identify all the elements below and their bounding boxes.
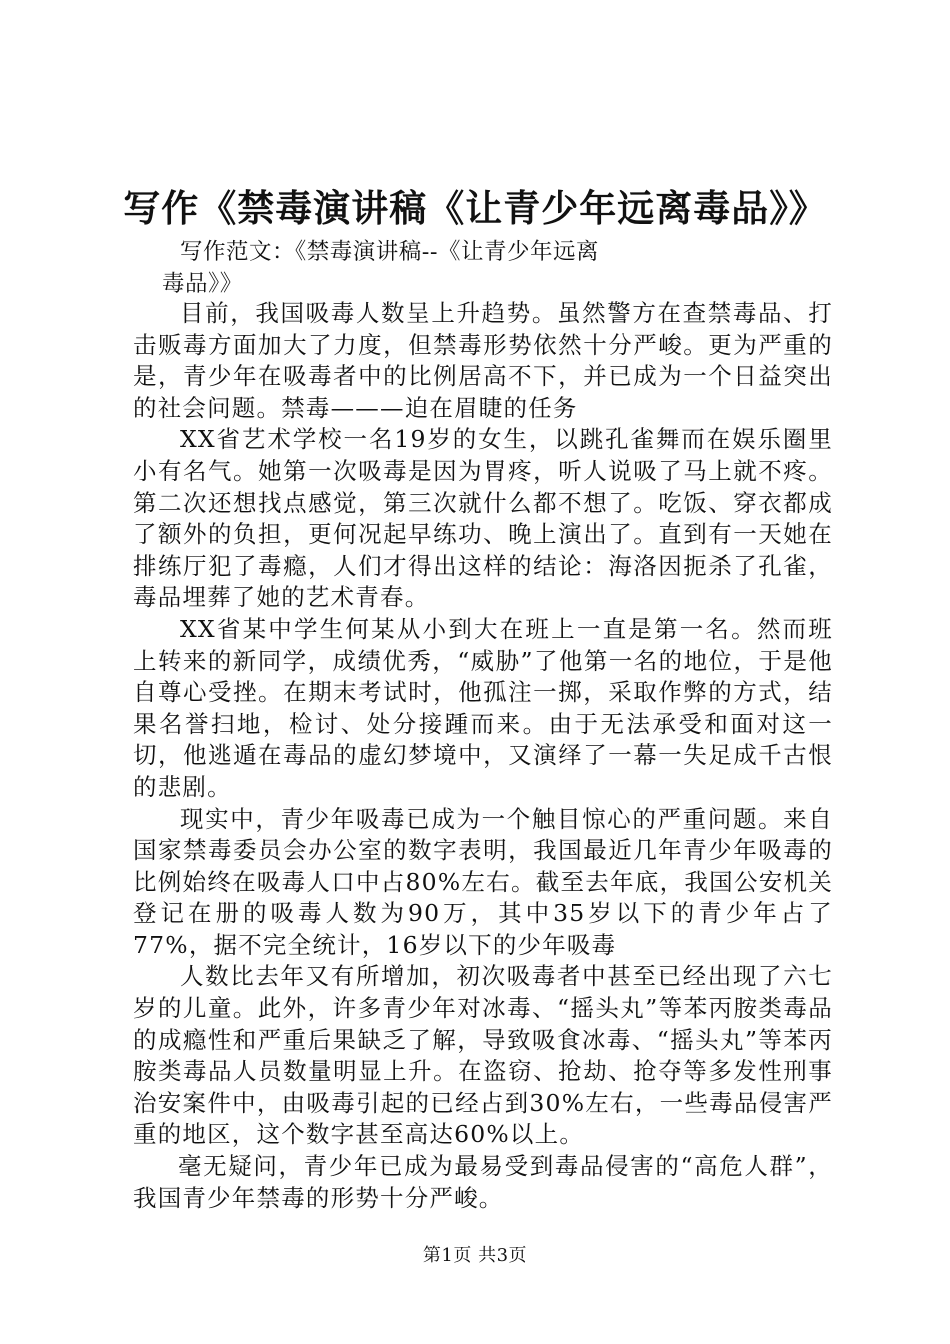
paragraph: 毫无疑问，青少年已成为最易受到毒品侵害的“高危人群”，我国青少年禁毒的形势十分严峻。	[133, 1152, 833, 1212]
document-body	[133, 298, 833, 1214]
paragraph: XX省某中学生何某从小到大在班上一直是第一名。然而班上转来的新同学，成绩优秀，“威胁”了他第一名的地位，于是他自尊心受挫。在期末考试时，他孤注一掷，采取作弊的方式，结果名誉扫地，检讨、处分接踵而来。由于无法承受和面对这一切，他逃遁在毒品的虚幻梦境中，又演绎了一幕一失足成千古恨的悲剧。	[133, 614, 833, 801]
subtitle-line-2: 毒品》》	[162, 271, 243, 297]
page-indicator: 第1页 共3页	[422, 1245, 528, 1266]
paragraph: 目前，我国吸毒人数呈上升趋势。虽然警方在查禁毒品、打击贩毒方面加大了力度，但禁毒形势依然十分严峻。更为严重的是，青少年在吸毒者中的比例居高不下，并已成为一个日益突出的社会问题。禁毒———迫在眉睫的任务	[133, 299, 833, 422]
subtitle-line-1: 写作范文：《禁毒演讲稿--《让青少年远离	[180, 239, 599, 265]
paragraph: 现实中，青少年吸毒已成为一个触目惊心的严重问题。来自国家禁毒委员会办公室的数字表明，我国最近几年青少年吸毒的比例始终在吸毒人口中占80%左右。截至去年底，我国公安机关登记在册的吸毒人数为90万，其中35岁以下的青少年占了77%，据不完全统计，16岁以下的少年吸毒	[133, 804, 833, 959]
paragraph: 人数比去年又有所增加，初次吸毒者中甚至已经出现了六七岁的儿童。此外，许多青少年对冰毒、“摇头丸”等苯丙胺类毒品的成瘾性和严重后果缺乏了解，导致吸食冰毒、“摇头丸”等苯丙胺类毒品人员数量明显上升。在盗窃、抢劫、抢夺等多发性刑事治安案件中，由吸毒引起的已经占到30%左右，一些毒品侵害严重的地区，这个数字甚至高达60%以上。	[133, 962, 833, 1149]
document-title: 写作《禁毒演讲稿《让青少年远离毒品》》	[123, 186, 827, 230]
document-subtitle	[162, 236, 700, 300]
paragraph: XX省艺术学校一名19岁的女生，以跳孔雀舞而在娱乐圈里小有名气。她第一次吸毒是因为胃疼，听人说吸了马上就不疼。第二次还想找点感觉，第三次就什么都不想了。吃饭、穿衣都成了额外的负担，更何况起早练功、晚上演出了。直到有一天她在排练厅犯了毒瘾，人们才得出这样的结论：海洛因扼杀了孔雀，毒品埋葬了她的艺术青春。	[133, 425, 833, 612]
